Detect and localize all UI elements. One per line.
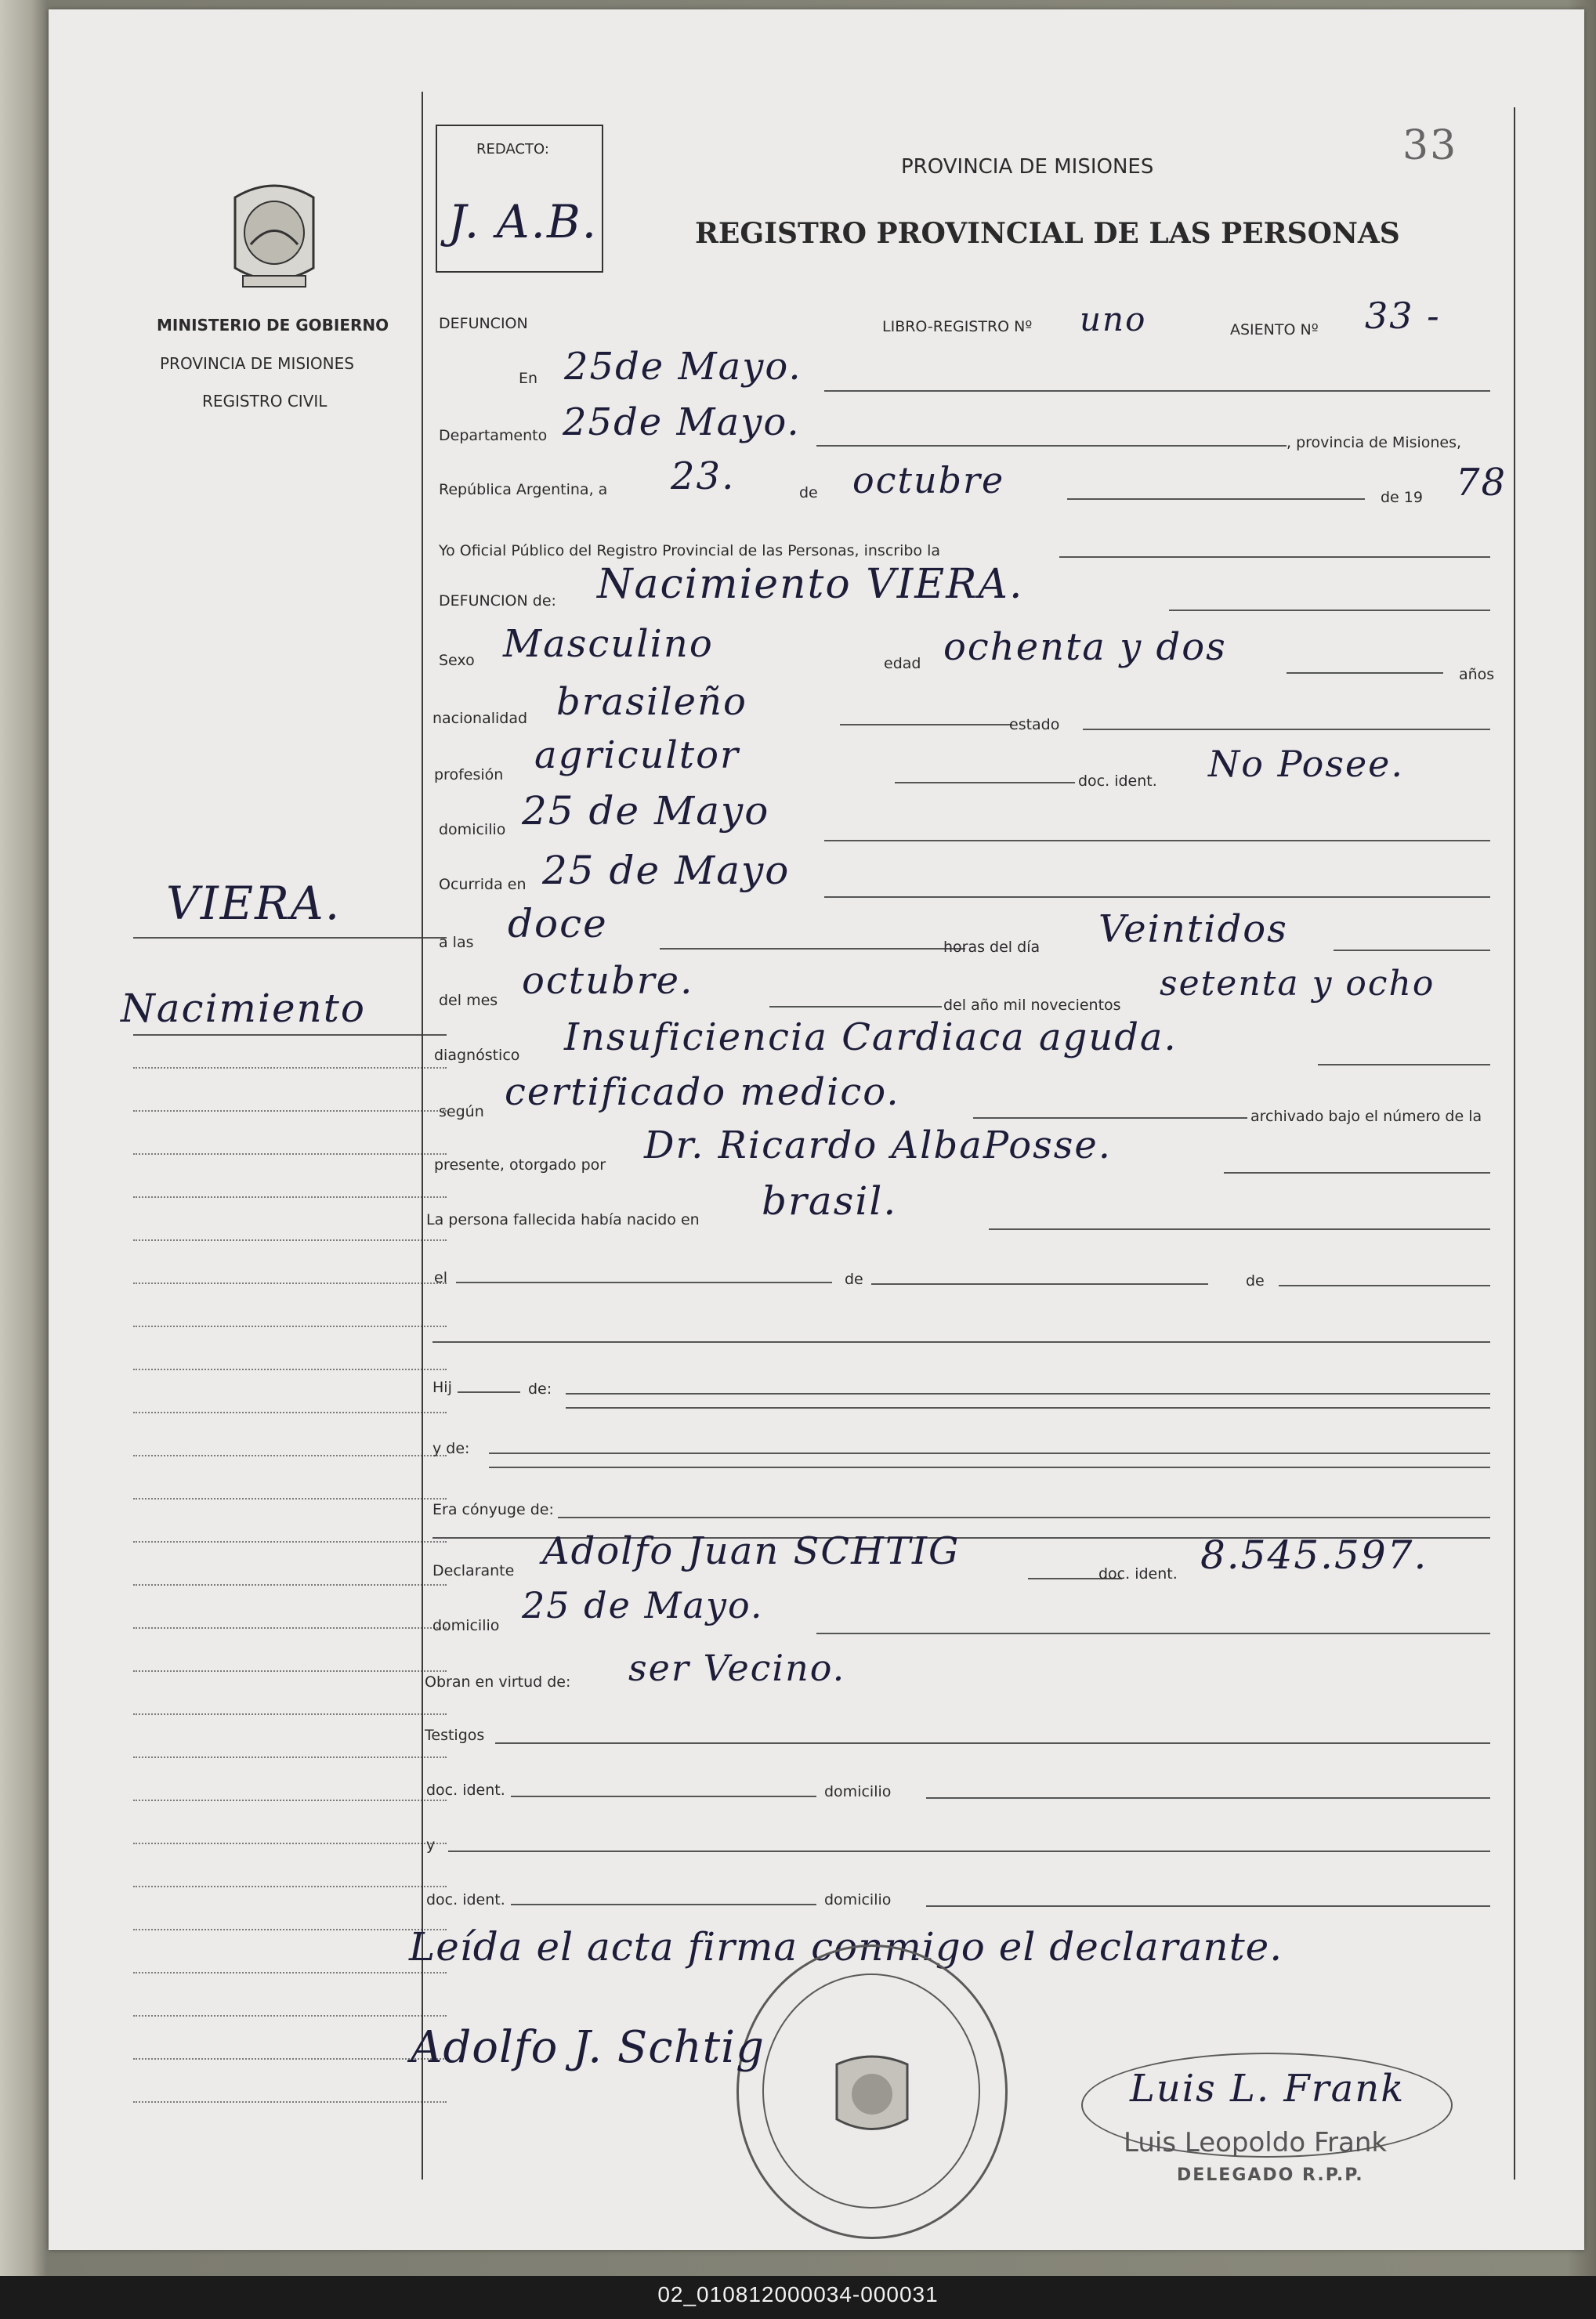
segun-value: certificado medico. — [505, 1070, 900, 1114]
margin-dot — [133, 1800, 447, 1801]
de1-line — [871, 1283, 1208, 1285]
edad-value: ochenta y dos — [943, 625, 1227, 669]
margin-dot — [133, 1843, 447, 1844]
departamento-value: 25de Mayo. — [563, 400, 801, 444]
margin-dot — [133, 1584, 447, 1586]
province-label: PROVINCIA DE MISIONES — [160, 354, 354, 373]
margin-dot — [133, 1283, 447, 1284]
declarante-value: Adolfo Juan SCHTIG — [542, 1529, 961, 1573]
en-label: En — [519, 370, 538, 387]
year-prefix: de 19 — [1381, 489, 1423, 506]
y-de-label: y de: — [432, 1440, 470, 1457]
margin-dot — [133, 1541, 447, 1543]
a-las-value: doce — [508, 901, 608, 946]
asiento-value: 33 - — [1365, 295, 1441, 337]
diagnostico-value: Insuficiencia Cardiaca aguda. — [564, 1015, 1178, 1059]
y-de-line-2 — [489, 1467, 1490, 1468]
estado-line — [1083, 729, 1490, 730]
anio-value: setenta y ocho — [1160, 964, 1435, 1004]
del-mes-value: octubre. — [522, 959, 694, 1003]
libro-value: uno — [1080, 300, 1147, 338]
presente-line — [1224, 1172, 1490, 1174]
margin-dot — [133, 1067, 447, 1069]
margin-dot — [133, 1670, 447, 1672]
margin-line-1 — [133, 937, 447, 939]
archivado-label: archivado bajo el número de la — [1250, 1108, 1482, 1125]
t2-dom-label: domicilio — [824, 1891, 892, 1908]
del-mes-line — [769, 1006, 942, 1008]
declarante-doc-value: 8.545.597. — [1200, 1532, 1428, 1578]
declarante-domicilio-label: domicilio — [432, 1617, 500, 1634]
form-right-border — [1514, 107, 1515, 2180]
margin-dot — [133, 2101, 447, 2103]
libro-label: LIBRO-REGISTRO Nº — [882, 318, 1033, 335]
t1-dom-label: domicilio — [824, 1783, 892, 1800]
el-label: el — [434, 1269, 447, 1286]
footer-id: 02_010812000034-000031 — [657, 2282, 939, 2306]
y-label: y — [426, 1836, 436, 1854]
ocurrida-line — [824, 896, 1490, 898]
estado-label: estado — [1009, 716, 1060, 733]
hij-label: Hij — [432, 1379, 452, 1396]
asiento-label: ASIENTO Nº — [1230, 321, 1319, 338]
official-title: DELEGADO R.P.P. — [1177, 2165, 1364, 2185]
nacido-line — [989, 1228, 1490, 1230]
y-line — [448, 1850, 1490, 1852]
presente-value: Dr. Ricardo AlbaPosse. — [644, 1123, 1113, 1167]
ocurrida-value: 25 de Mayo — [542, 848, 791, 893]
domicilio-value: 25 de Mayo — [522, 788, 770, 834]
registry-title: REGISTRO PROVINCIAL DE LAS PERSONAS — [695, 217, 1400, 250]
blank-line-1 — [432, 1341, 1490, 1343]
page-number: 33 — [1402, 122, 1458, 169]
sexo-label: Sexo — [439, 652, 475, 669]
horas-label: horas del día — [943, 939, 1040, 956]
margin-dot — [133, 1972, 447, 1974]
province-emblem — [219, 174, 329, 299]
y-de-line — [489, 1453, 1490, 1454]
t2-doc-line — [511, 1904, 816, 1905]
official-seal — [736, 1945, 1008, 2239]
hij-de-label: de: — [528, 1380, 552, 1398]
nacido-value: brasil. — [762, 1178, 898, 1224]
nacionalidad-label: nacionalidad — [432, 710, 528, 727]
doc-ident-value: No Posee. — [1208, 743, 1405, 785]
diagnostico-label: diagnóstico — [434, 1047, 520, 1064]
anos-label: años — [1459, 666, 1495, 683]
official-printed-name: Luis Leopoldo Frank — [1124, 2127, 1388, 2158]
redacto-label: REDACTO: — [476, 141, 549, 157]
horas-line — [1334, 950, 1490, 951]
margin-dot — [133, 1756, 447, 1758]
conyuge-line — [558, 1517, 1490, 1518]
de-label: de — [799, 484, 818, 501]
hij-line-2 — [566, 1407, 1490, 1409]
margin-surname: VIERA. — [166, 877, 342, 930]
edad-line — [1287, 672, 1443, 674]
margin-dot — [133, 1369, 447, 1370]
departamento-line — [816, 445, 1287, 447]
declarante-domicilio-line — [816, 1633, 1490, 1634]
margin-dot — [133, 1713, 447, 1715]
margin-dot — [133, 1110, 447, 1112]
margin-dot — [133, 1153, 447, 1155]
declarante-doc-label: doc. ident. — [1098, 1565, 1178, 1583]
hij-short-line — [458, 1391, 520, 1393]
edad-label: edad — [884, 655, 921, 672]
margin-line-2 — [133, 1034, 447, 1036]
t1-doc-label: doc. ident. — [426, 1782, 505, 1799]
nacionalidad-value: brasileño — [556, 680, 747, 724]
defuncion-de-value: Nacimiento VIERA. — [597, 561, 1024, 608]
profesion-label: profesión — [434, 766, 504, 783]
anio-label: del año mil novecientos — [943, 997, 1121, 1014]
margin-dot — [133, 2015, 447, 2017]
nacido-label: La persona fallecida había nacido en — [426, 1211, 700, 1228]
t1-dom-line — [926, 1797, 1490, 1799]
year-value: 78 — [1456, 461, 1507, 505]
declarant-signature: Adolfo J. Schtig — [411, 2022, 765, 2073]
ocurrida-label: Ocurrida en — [439, 876, 527, 893]
closing-text: Leída el acta firma conmigo el declarante. — [409, 1924, 1283, 1970]
margin-dot — [133, 1412, 447, 1413]
de2-line — [1279, 1285, 1490, 1286]
conyuge-label: Era cónyuge de: — [432, 1501, 554, 1518]
defuncion-de-label: DEFUNCION de: — [439, 592, 556, 610]
testigos-label: Testigos — [425, 1727, 485, 1744]
province-title: PROVINCIA DE MISIONES — [901, 155, 1154, 179]
profesion-value: agricultor — [534, 733, 740, 777]
registry-label: REGISTRO CIVIL — [202, 392, 328, 411]
margin-dot — [133, 1455, 447, 1456]
margin-dot — [133, 1498, 447, 1500]
footer-bar — [0, 2276, 1596, 2319]
month-line — [1067, 498, 1365, 500]
diagnostico-line — [1318, 1064, 1490, 1065]
domicilio-label: domicilio — [439, 821, 506, 838]
republica-label: República Argentina, a — [439, 481, 608, 498]
a-las-label: a las — [439, 934, 474, 951]
ministry-label: MINISTERIO DE GOBIERNO — [157, 316, 389, 335]
sexo-value: Masculino — [503, 622, 714, 666]
el-line — [456, 1282, 832, 1283]
margin-dot — [133, 1929, 447, 1930]
segun-line — [973, 1117, 1247, 1119]
de2-label: de — [1246, 1272, 1265, 1290]
declarante-domicilio-value: 25 de Mayo. — [522, 1584, 764, 1626]
official-signature: Luis L. Frank — [1130, 2067, 1406, 2111]
margin-dot — [133, 1326, 447, 1327]
t1-doc-line — [511, 1796, 816, 1797]
declarante-label: Declarante — [432, 1562, 515, 1579]
obran-label: Obran en virtud de: — [425, 1673, 571, 1691]
segun-label: según — [439, 1103, 484, 1120]
oficial-text: Yo Oficial Público del Registro Provincial de las Personas, inscribo la — [439, 542, 941, 559]
margin-dot — [133, 1886, 447, 1887]
hij-line — [566, 1393, 1490, 1395]
oficial-line — [1059, 556, 1490, 558]
departamento-label: Departamento — [439, 427, 548, 444]
t2-dom-line — [926, 1905, 1490, 1907]
form-left-border — [422, 92, 423, 2180]
redacto-initials: J. A.B. — [448, 195, 599, 248]
margin-dot — [133, 2058, 447, 2060]
domicilio-line — [824, 840, 1490, 841]
de1-label: de — [845, 1271, 863, 1288]
obran-value: ser Vecino. — [628, 1647, 846, 1689]
nacionalidad-line — [840, 724, 1012, 725]
margin-dot — [133, 1196, 447, 1198]
horas-value: Veintidos — [1098, 907, 1288, 951]
act-type-label: DEFUNCION — [439, 315, 528, 332]
en-value: 25de Mayo. — [564, 345, 802, 389]
margin-dot — [133, 1627, 447, 1629]
presente-label: presente, otorgado por — [434, 1156, 606, 1174]
en-line — [824, 390, 1490, 392]
provincia-suffix: , provincia de Misiones, — [1287, 434, 1462, 451]
defuncion-line — [1169, 610, 1490, 611]
profesion-line — [895, 782, 1075, 783]
testigos-line — [495, 1742, 1490, 1744]
seal-emblem-icon — [829, 2049, 915, 2143]
del-mes-label: del mes — [439, 992, 498, 1009]
a-las-line — [660, 948, 965, 950]
margin-given-name: Nacimiento — [121, 986, 366, 1031]
doc-ident-label: doc. ident. — [1078, 772, 1157, 790]
day-value: 23. — [671, 454, 736, 498]
month-value: octubre — [852, 459, 1005, 501]
t2-doc-label: doc. ident. — [426, 1891, 505, 1908]
margin-dot — [133, 1239, 447, 1241]
document-page — [49, 9, 1584, 2250]
